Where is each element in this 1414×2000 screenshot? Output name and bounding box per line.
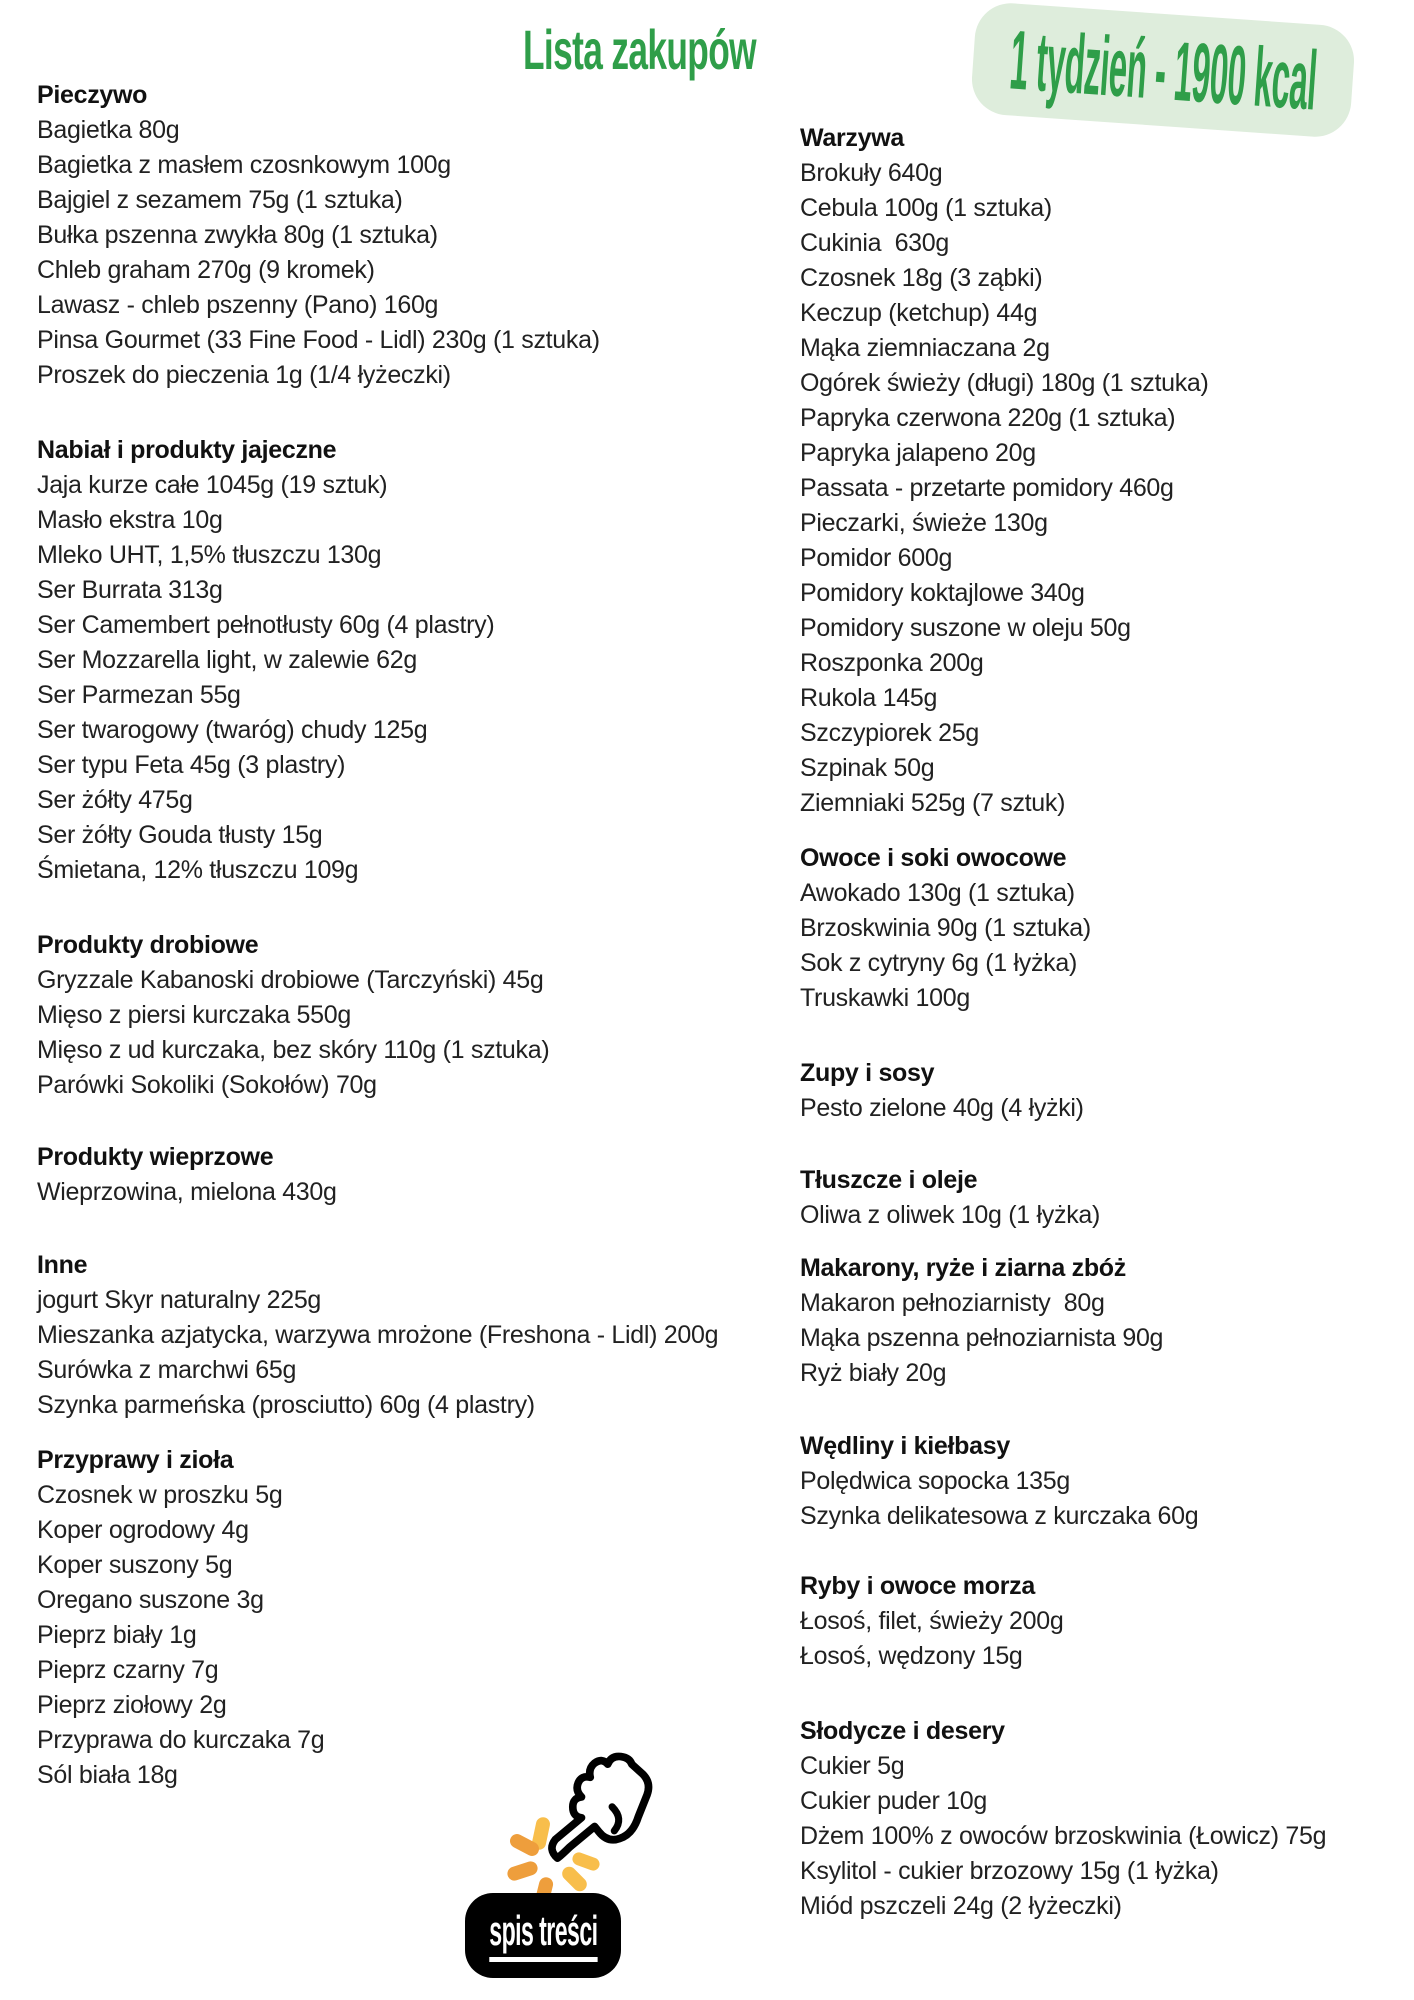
list-item: Mleko UHT, 1,5% tłuszczu 130g xyxy=(37,541,382,569)
section-header: Pieczywo xyxy=(37,81,148,109)
list-item: Łosoś, filet, świeży 200g xyxy=(800,1607,1064,1635)
page-title-text: Lista zakupów xyxy=(523,18,756,81)
list-section xyxy=(37,928,797,1103)
section-header: Produkty wieprzowe xyxy=(37,1143,274,1171)
column-right xyxy=(800,121,1410,1924)
list-item: Szpinak 50g xyxy=(800,754,935,782)
list-item: Wieprzowina, mielona 430g xyxy=(37,1178,337,1206)
list-item: Ser żółty 475g xyxy=(37,786,193,814)
burst-ray xyxy=(506,1860,540,1883)
list-item: Parówki Sokoliki (Sokołów) 70g xyxy=(37,1071,377,1099)
list-item: Pieczarki, świeże 130g xyxy=(800,509,1048,537)
section-header: Ryby i owoce morza xyxy=(800,1572,1035,1600)
section-header: Tłuszcze i oleje xyxy=(800,1166,978,1194)
list-item: Cukinia 630g xyxy=(800,229,949,257)
list-item: Passata - przetarte pomidory 460g xyxy=(800,474,1174,502)
list-item: Czosnek 18g (3 ząbki) xyxy=(800,264,1043,292)
list-item: Pinsa Gourmet (33 Fine Food - Lidl) 230g (1 sztuka) xyxy=(37,326,600,354)
list-item: Śmietana, 12% tłuszczu 109g xyxy=(37,856,359,884)
page-title xyxy=(523,18,893,81)
section-header: Zupy i sosy xyxy=(800,1059,935,1087)
list-section xyxy=(800,841,1410,1016)
list-item: Miód pszczeli 24g (2 łyżeczki) xyxy=(800,1892,1122,1920)
list-item: Ser typu Feta 45g (3 plastry) xyxy=(37,751,346,779)
list-item: Mąka ziemniaczana 2g xyxy=(800,334,1050,362)
list-item: Rukola 145g xyxy=(800,684,938,712)
list-section xyxy=(800,1714,1410,1924)
list-item: Keczup (ketchup) 44g xyxy=(800,299,1038,327)
list-item: Mięso z piersi kurczaka 550g xyxy=(37,1001,351,1029)
list-item: Szynka parmeńska (prosciutto) 60g (4 plastry) xyxy=(37,1391,535,1419)
list-item: Koper suszony 5g xyxy=(37,1551,233,1579)
list-section xyxy=(800,1569,1410,1674)
list-item: Proszek do pieczenia 1g (1/4 łyżeczki) xyxy=(37,361,451,389)
list-item: Lawasz - chleb pszenny (Pano) 160g xyxy=(37,291,439,319)
list-item: Cukier 5g xyxy=(800,1752,905,1780)
list-item: Ser Mozzarella light, w zalewie 62g xyxy=(37,646,417,674)
list-item: Awokado 130g (1 sztuka) xyxy=(800,879,1075,907)
list-item: Dżem 100% z owoców brzoskwinia (Łowicz) 75g xyxy=(800,1822,1327,1850)
list-item: Brokuły 640g xyxy=(800,159,943,187)
list-item: Ser Parmezan 55g xyxy=(37,681,241,709)
list-item: Ogórek świeży (długi) 180g (1 sztuka) xyxy=(800,369,1209,397)
list-section xyxy=(37,1140,797,1210)
list-item: jogurt Skyr naturalny 225g xyxy=(37,1286,322,1314)
section-header: Makarony, ryże i ziarna zbóż xyxy=(800,1254,1126,1282)
section-header: Owoce i soki owocowe xyxy=(800,844,1067,872)
list-item: Roszponka 200g xyxy=(800,649,984,677)
list-item: Koper ogrodowy 4g xyxy=(37,1516,249,1544)
list-item: Chleb graham 270g (9 kromek) xyxy=(37,256,375,284)
toc-label: spis treści xyxy=(489,1910,597,1962)
list-section xyxy=(800,1056,1410,1126)
list-item: Mąka pszenna pełnoziarnista 90g xyxy=(800,1324,1164,1352)
kcal-badge-label: 1 tydzień - 1900 kcal xyxy=(1006,12,1320,128)
kcal-badge xyxy=(970,1,1357,139)
list-item: Ryż biały 20g xyxy=(800,1359,947,1387)
list-item: Gryzzale Kabanoski drobiowe (Tarczyński) 45g xyxy=(37,966,544,994)
list-section xyxy=(37,1443,797,1793)
list-item: Bagietka z masłem czosnkowym 100g xyxy=(37,151,451,179)
list-item: Papryka czerwona 220g (1 sztuka) xyxy=(800,404,1176,432)
section-header: Przyprawy i zioła xyxy=(37,1446,234,1474)
list-item: Sok z cytryny 6g (1 łyżka) xyxy=(800,949,1078,977)
section-header: Nabiał i produkty jajeczne xyxy=(37,436,337,464)
list-item: Czosnek w proszku 5g xyxy=(37,1481,283,1509)
list-item: Pieprz czarny 7g xyxy=(37,1656,219,1684)
list-item: Łosoś, wędzony 15g xyxy=(800,1642,1023,1670)
list-section xyxy=(37,433,797,888)
list-item: Mieszanka azjatycka, warzywa mrożone (Freshona - Lidl) 200g xyxy=(37,1321,719,1349)
list-section xyxy=(37,78,797,393)
list-item: Ser żółty Gouda tłusty 15g xyxy=(37,821,323,849)
list-item: Szynka delikatesowa z kurczaka 60g xyxy=(800,1502,1199,1530)
list-item: Bagietka 80g xyxy=(37,116,180,144)
column-left xyxy=(37,78,797,1793)
list-section xyxy=(800,1163,1410,1233)
list-item: Jaja kurze całe 1045g (19 sztuk) xyxy=(37,471,388,499)
list-item: Ziemniaki 525g (7 sztuk) xyxy=(800,789,1066,817)
list-item: Szczypiorek 25g xyxy=(800,719,979,747)
list-item: Przyprawa do kurczaka 7g xyxy=(37,1726,325,1754)
list-item: Pomidory koktajlowe 340g xyxy=(800,579,1085,607)
list-item: Masło ekstra 10g xyxy=(37,506,223,534)
list-item: Ser Burrata 313g xyxy=(37,576,223,604)
list-item: Truskawki 100g xyxy=(800,984,970,1012)
list-section xyxy=(800,1251,1410,1391)
section-header: Warzywa xyxy=(800,124,904,152)
list-item: Pomidory suszone w oleju 50g xyxy=(800,614,1131,642)
list-section xyxy=(37,1248,797,1423)
list-item: Ser Camembert pełnotłusty 60g (4 plastry) xyxy=(37,611,495,639)
list-section xyxy=(800,1429,1410,1534)
section-header: Wędliny i kiełbasy xyxy=(800,1432,1010,1460)
list-item: Pomidor 600g xyxy=(800,544,953,572)
list-item: Pieprz biały 1g xyxy=(37,1621,197,1649)
list-item: Pesto zielone 40g (4 łyżki) xyxy=(800,1094,1084,1122)
list-item: Makaron pełnoziarnisty 80g xyxy=(800,1289,1105,1317)
list-item: Sól biała 18g xyxy=(37,1761,178,1789)
section-header: Inne xyxy=(37,1251,88,1279)
hand-click-icon xyxy=(544,1750,654,1868)
list-item: Cebula 100g (1 sztuka) xyxy=(800,194,1052,222)
toc-button[interactable] xyxy=(465,1893,621,1978)
list-item: Papryka jalapeno 20g xyxy=(800,439,1036,467)
section-header: Produkty drobiowe xyxy=(37,931,259,959)
list-item: Ser twarogowy (twaróg) chudy 125g xyxy=(37,716,428,744)
list-item: Surówka z marchwi 65g xyxy=(37,1356,297,1384)
list-item: Mięso z ud kurczaka, bez skóry 110g (1 sztuka) xyxy=(37,1036,550,1064)
list-item: Bajgiel z sezamem 75g (1 sztuka) xyxy=(37,186,403,214)
list-item: Oliwa z oliwek 10g (1 łyżka) xyxy=(800,1201,1101,1229)
list-section xyxy=(800,121,1410,821)
section-header: Słodycze i desery xyxy=(800,1717,1005,1745)
list-item: Polędwica sopocka 135g xyxy=(800,1467,1070,1495)
list-item: Oregano suszone 3g xyxy=(37,1586,264,1614)
list-item: Pieprz ziołowy 2g xyxy=(37,1691,227,1719)
list-item: Cukier puder 10g xyxy=(800,1787,987,1815)
list-item: Brzoskwinia 90g (1 sztuka) xyxy=(800,914,1091,942)
list-item: Bułka pszenna zwykła 80g (1 sztuka) xyxy=(37,221,438,249)
list-item: Ksylitol - cukier brzozowy 15g (1 łyżka) xyxy=(800,1857,1219,1885)
